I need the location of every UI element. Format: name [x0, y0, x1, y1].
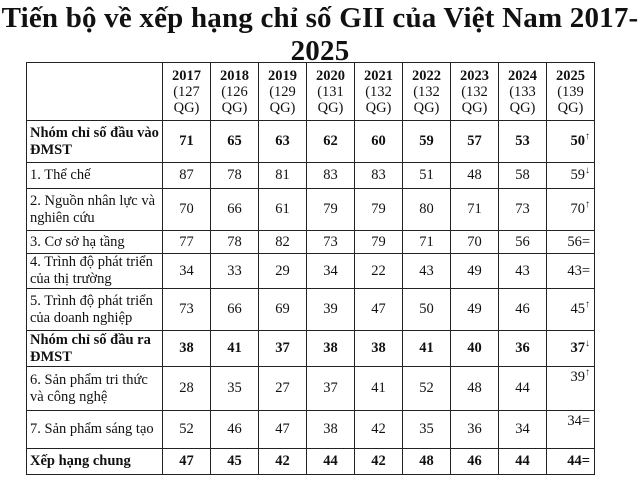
header-year-2019 [259, 63, 307, 121]
row-label: 3. Cơ sở hạ tầng [27, 231, 163, 254]
rank-cell: 38 [355, 331, 403, 367]
rank-cell-2025 [547, 289, 595, 331]
rank-cell: 77 [163, 231, 211, 254]
rank-cell: 53 [499, 121, 547, 163]
rank-cell: 36 [451, 411, 499, 449]
header-year-2023 [451, 63, 499, 121]
rank-cell: 34 [499, 411, 547, 449]
rank-cell: 33 [211, 254, 259, 289]
header-country-count: (133 [509, 83, 536, 100]
rank-cell: 51 [403, 163, 451, 189]
equal-mark: = [581, 262, 590, 279]
rank-cell-2025 [547, 367, 595, 411]
rank-cell: 87 [163, 163, 211, 189]
header-country-count: (131 [317, 83, 344, 100]
equal-mark: = [581, 233, 590, 250]
rank-cell: 73 [499, 189, 547, 231]
rank-cell: 37 [259, 331, 307, 367]
rank-cell: 42 [259, 449, 307, 475]
rank-cell: 41 [355, 367, 403, 411]
header-year-label: 2017 [172, 67, 201, 84]
rank-cell: 29 [259, 254, 307, 289]
header-year-label: 2021 [364, 67, 393, 84]
title-line-2: 2025 [290, 35, 350, 67]
header-country-unit: QG) [269, 99, 296, 116]
row-label: 6. Sản phẩm tri thức và công nghệ [27, 367, 163, 411]
rank-cell: 45 [211, 449, 259, 475]
header-country-unit: QG) [221, 99, 248, 116]
rank-cell: 42 [355, 449, 403, 475]
rank-value-2025: 50 [570, 133, 585, 149]
arrow-up-icon: ↑ [585, 199, 590, 211]
rank-cell: 81 [259, 163, 307, 189]
rank-cell: 71 [403, 231, 451, 254]
rank-cell-2025 [547, 449, 595, 475]
header-year-label: 2025 [556, 67, 585, 84]
rank-value-2025: 56 [567, 233, 582, 250]
rank-cell: 83 [355, 163, 403, 189]
rank-cell: 36 [499, 331, 547, 367]
rank-cell: 48 [451, 367, 499, 411]
rank-cell-2025 [547, 411, 595, 449]
header-country-unit: QG) [557, 99, 584, 116]
equal-mark: = [581, 413, 590, 429]
rank-cell: 52 [403, 367, 451, 411]
title-line-1: Tiến bộ về xếp hạng chỉ số GII của Việt Nam 2017- [1, 2, 639, 34]
rank-cell: 38 [307, 331, 355, 367]
rank-cell: 70 [163, 189, 211, 231]
rank-cell: 41 [211, 331, 259, 367]
arrow-up-icon: ↑ [585, 131, 590, 143]
gii-ranking-table [26, 62, 595, 475]
rank-value-2025: 44 [567, 453, 582, 469]
header-country-unit: QG) [365, 99, 392, 116]
rank-cell: 57 [451, 121, 499, 163]
header-year-label: 2020 [316, 67, 345, 84]
rank-value-2025: 59 [570, 167, 585, 183]
rank-value-2025: 34 [567, 413, 582, 429]
rank-cell: 66 [211, 289, 259, 331]
rank-cell: 48 [451, 163, 499, 189]
row-label: 1. Thể chế [27, 163, 163, 189]
rank-cell-2025 [547, 254, 595, 289]
rank-cell: 38 [307, 411, 355, 449]
header-country-count: (132 [413, 83, 440, 100]
rank-cell: 35 [403, 411, 451, 449]
rank-cell: 66 [211, 189, 259, 231]
header-year-label: 2018 [220, 67, 249, 84]
row-label: Nhóm chỉ số đầu ra ĐMST [27, 331, 163, 367]
rank-cell: 27 [259, 367, 307, 411]
header-year-label: 2023 [460, 67, 489, 84]
rank-cell: 49 [451, 289, 499, 331]
rank-cell-2025 [547, 231, 595, 254]
table-row [27, 331, 595, 367]
rank-cell: 79 [355, 189, 403, 231]
rank-cell: 79 [355, 231, 403, 254]
table-row [27, 411, 595, 449]
header-year-2017 [163, 63, 211, 121]
header-year-2018 [211, 63, 259, 121]
header-country-count: (129 [269, 83, 296, 100]
rank-value-2025: 70 [570, 201, 585, 217]
rank-cell: 82 [259, 231, 307, 254]
rank-cell-2025 [547, 331, 595, 367]
header-year-2022 [403, 63, 451, 121]
rank-value-2025: 39 [570, 369, 585, 385]
rank-cell: 43 [499, 254, 547, 289]
header-year-label: 2024 [508, 67, 537, 84]
header-year-2020 [307, 63, 355, 121]
rank-cell: 71 [451, 189, 499, 231]
rank-cell: 65 [211, 121, 259, 163]
rank-cell: 34 [307, 254, 355, 289]
rank-cell: 43 [403, 254, 451, 289]
rank-cell: 44 [307, 449, 355, 475]
rank-cell: 47 [355, 289, 403, 331]
rank-cell: 40 [451, 331, 499, 367]
rank-cell: 22 [355, 254, 403, 289]
rank-cell: 49 [451, 254, 499, 289]
header-country-unit: QG) [173, 99, 200, 116]
rank-cell: 46 [499, 289, 547, 331]
header-country-unit: QG) [509, 99, 536, 116]
rank-cell-2025 [547, 189, 595, 231]
rank-cell: 73 [307, 231, 355, 254]
equal-mark: = [581, 453, 590, 469]
row-label: 2. Nguồn nhân lực và nghiên cứu [27, 189, 163, 231]
rank-cell-2025 [547, 163, 595, 189]
page-title [0, 2, 640, 68]
rank-cell: 42 [355, 411, 403, 449]
table-row [27, 449, 595, 475]
rank-cell: 35 [211, 367, 259, 411]
rank-cell: 80 [403, 189, 451, 231]
row-label: 5. Trình độ phát triển của doanh nghiệp [27, 289, 163, 331]
header-year-2025 [547, 63, 595, 121]
row-label: 7. Sản phẩm sáng tạo [27, 411, 163, 449]
rank-cell: 62 [307, 121, 355, 163]
rank-cell-2025 [547, 121, 595, 163]
rank-cell: 38 [163, 331, 211, 367]
rank-value-2025: 37 [570, 340, 585, 356]
header-country-count: (132 [461, 83, 488, 100]
rank-cell: 48 [403, 449, 451, 475]
table-row [27, 163, 595, 189]
table-row [27, 289, 595, 331]
rank-cell: 50 [403, 289, 451, 331]
rank-cell: 34 [163, 254, 211, 289]
rank-cell: 69 [259, 289, 307, 331]
header-year-2021 [355, 63, 403, 121]
rank-cell: 28 [163, 367, 211, 411]
table-row [27, 121, 595, 163]
rank-cell: 73 [163, 289, 211, 331]
rank-cell: 39 [307, 289, 355, 331]
rank-cell: 56 [499, 231, 547, 254]
rank-cell: 44 [499, 449, 547, 475]
table-row [27, 231, 595, 254]
rank-cell: 52 [163, 411, 211, 449]
rank-value-2025: 45 [570, 301, 585, 317]
row-label: 4. Trình độ phát triển của thị trường [27, 254, 163, 289]
header-country-count: (126 [221, 83, 248, 100]
rank-cell: 61 [259, 189, 307, 231]
rank-cell: 78 [211, 231, 259, 254]
header-year-label: 2022 [412, 67, 441, 84]
rank-cell: 59 [403, 121, 451, 163]
rank-cell: 47 [163, 449, 211, 475]
header-blank [27, 63, 163, 121]
rank-value-2025: 43 [567, 262, 582, 279]
row-label: Nhóm chỉ số đầu vào ĐMST [27, 121, 163, 163]
header-country-unit: QG) [413, 99, 440, 116]
rank-cell: 37 [307, 367, 355, 411]
header-country-unit: QG) [317, 99, 344, 116]
arrow-up-icon: ↑ [585, 367, 590, 379]
rank-cell: 78 [211, 163, 259, 189]
arrow-down-icon: ↓ [585, 338, 590, 350]
table-body [27, 121, 595, 475]
header-country-count: (139 [557, 83, 584, 100]
rank-cell: 63 [259, 121, 307, 163]
rank-cell: 83 [307, 163, 355, 189]
header-year-label: 2019 [268, 67, 297, 84]
header-year-2024 [499, 63, 547, 121]
header-row [27, 63, 595, 121]
rank-cell: 46 [451, 449, 499, 475]
table-row [27, 189, 595, 231]
row-label: Xếp hạng chung [27, 449, 163, 475]
rank-cell: 47 [259, 411, 307, 449]
arrow-down-icon: ↓ [585, 165, 590, 177]
table-row [27, 254, 595, 289]
header-country-count: (127 [173, 83, 200, 100]
rank-cell: 44 [499, 367, 547, 411]
table-row [27, 367, 595, 411]
rank-cell: 71 [163, 121, 211, 163]
rank-cell: 41 [403, 331, 451, 367]
header-country-unit: QG) [461, 99, 488, 116]
arrow-up-icon: ↑ [585, 299, 590, 311]
rank-cell: 60 [355, 121, 403, 163]
rank-cell: 79 [307, 189, 355, 231]
rank-cell: 70 [451, 231, 499, 254]
rank-cell: 46 [211, 411, 259, 449]
rank-cell: 58 [499, 163, 547, 189]
header-country-count: (132 [365, 83, 392, 100]
